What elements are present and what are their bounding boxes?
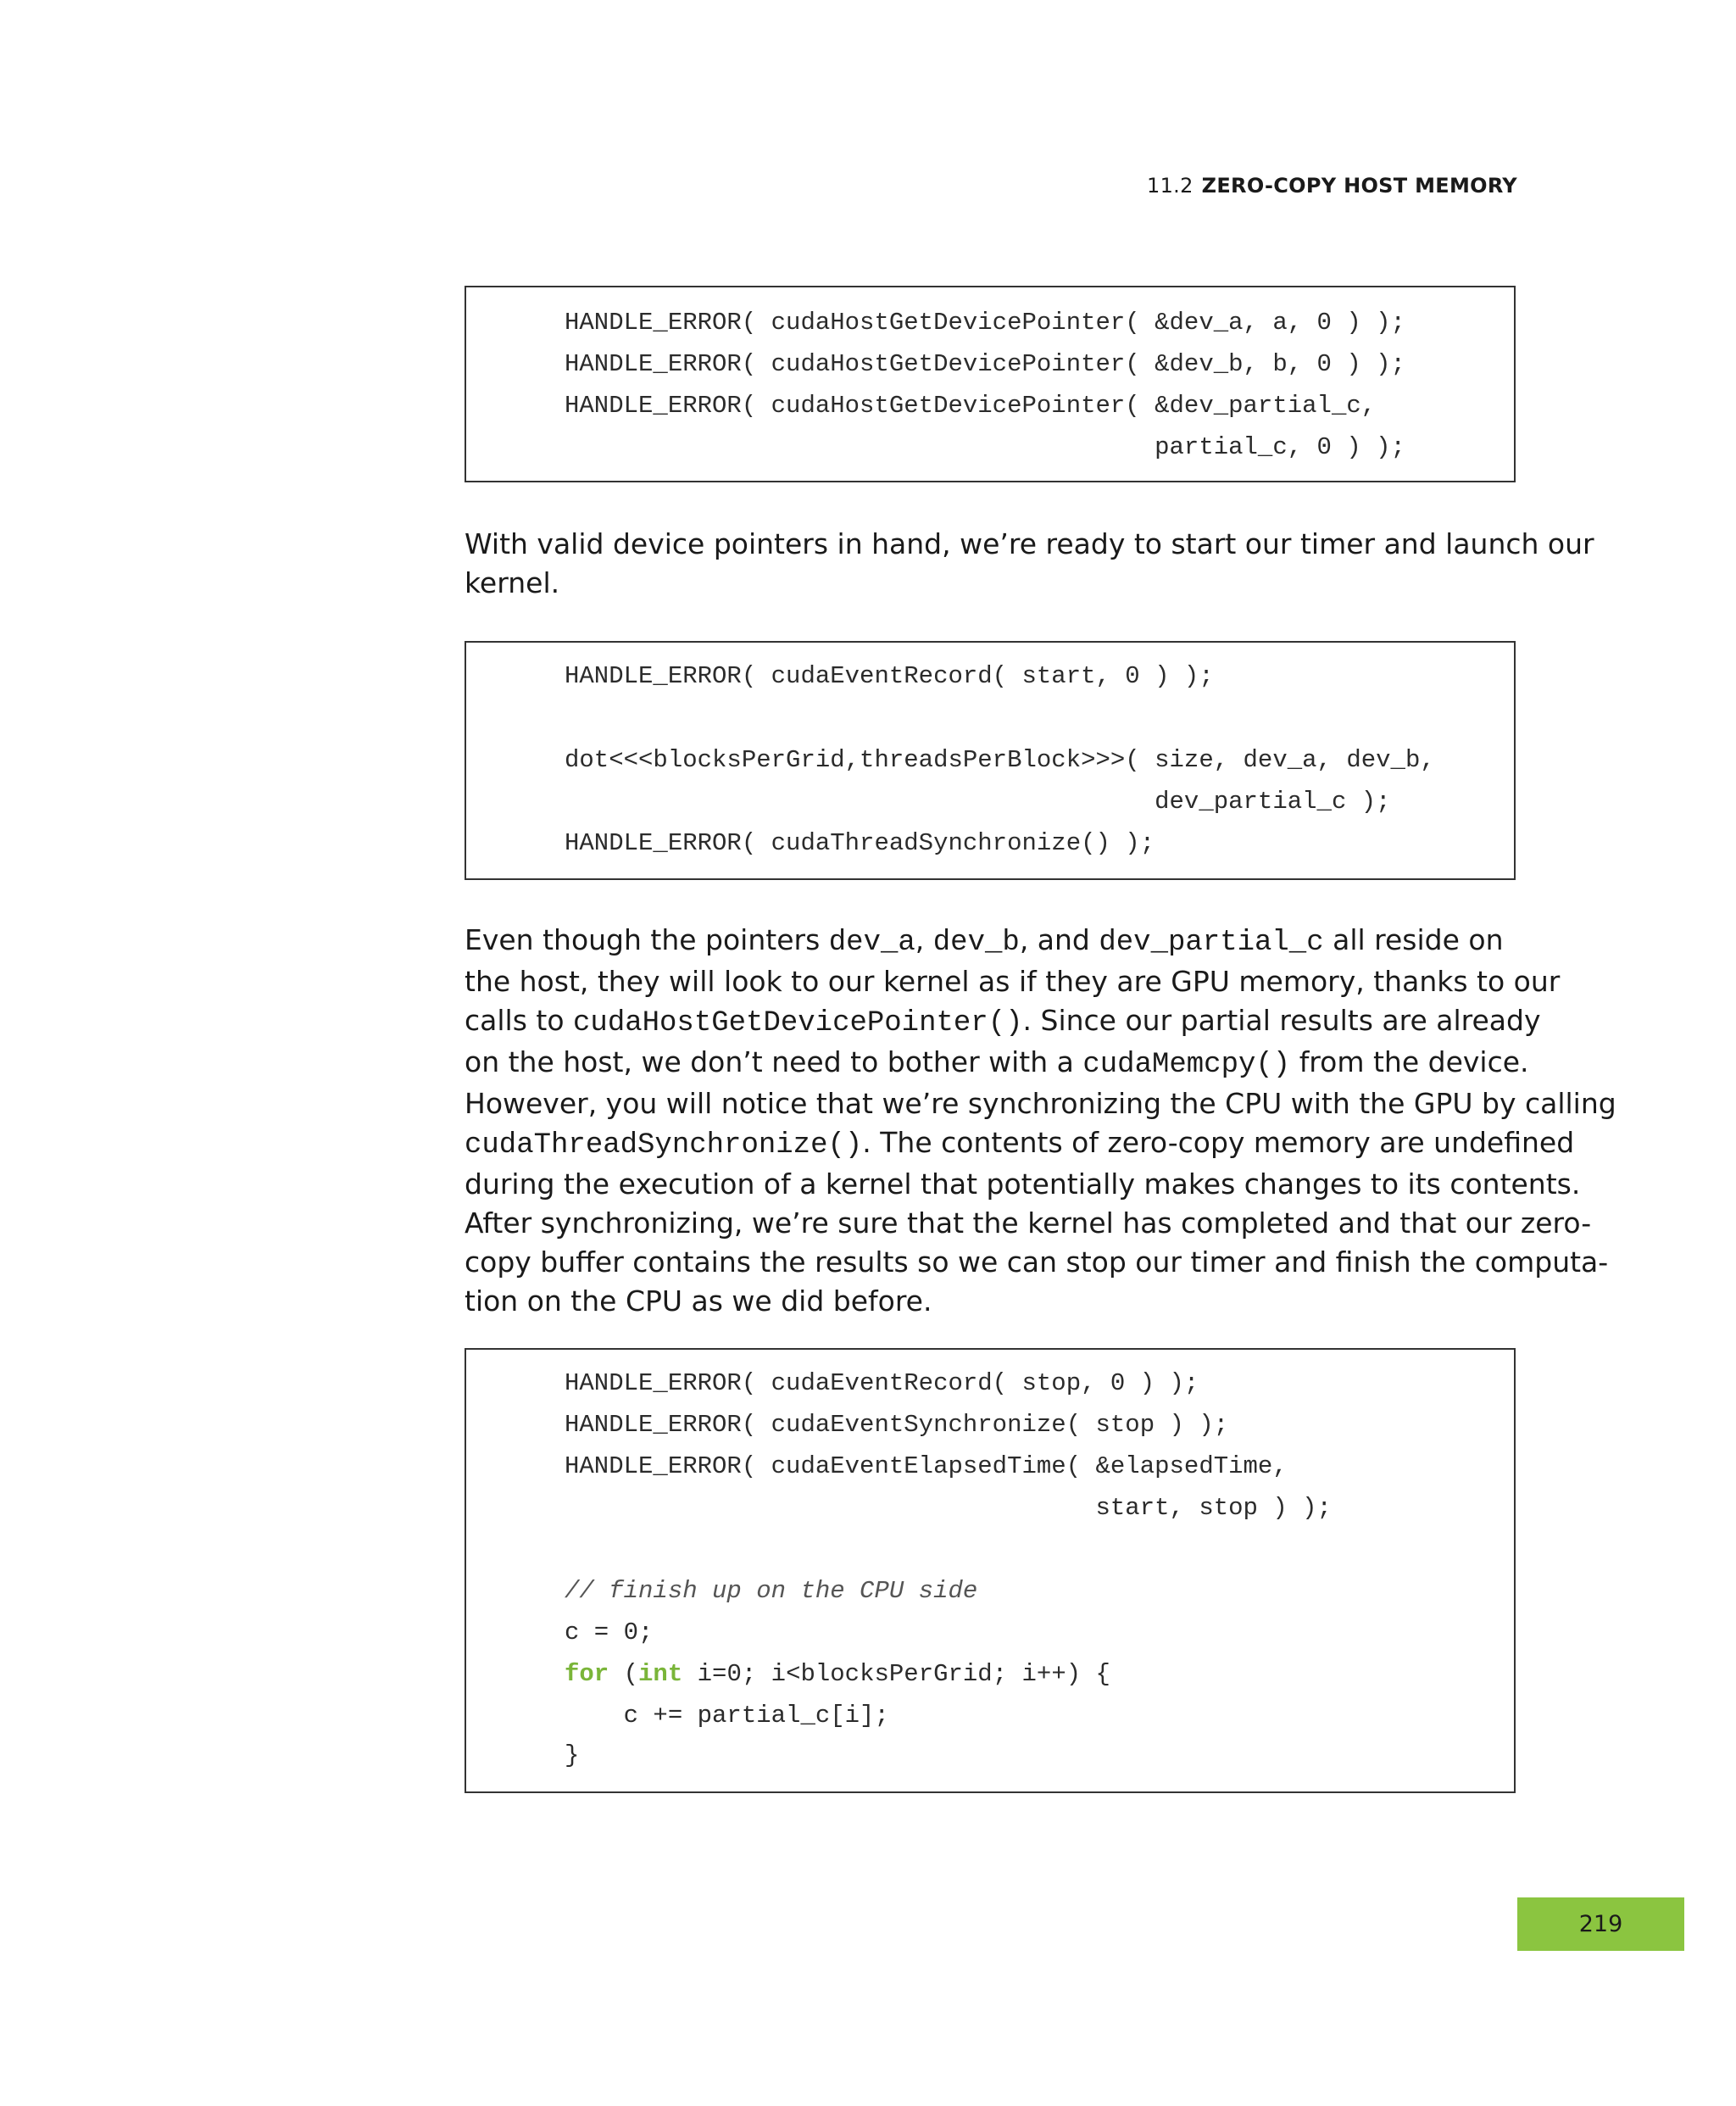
body-paragraph [465, 921, 1616, 1321]
text-run: from the device. [1290, 1045, 1529, 1078]
section-number: 11.2 [1147, 174, 1194, 198]
code-line: HANDLE_ERROR( cudaHostGetDevicePointer( &dev_b, b, 0 ) ); [565, 350, 1405, 378]
code-block-finish [465, 1348, 1516, 1793]
running-head [1147, 174, 1517, 198]
text-run: calls to [465, 1004, 574, 1037]
text-line: However, you will notice that we’re synchronizing the CPU with the GPU by calling [465, 1087, 1616, 1120]
inline-code: dev_a [828, 927, 915, 959]
text-line: With valid device pointers in hand, we’re ready to start our timer and launch our [465, 527, 1594, 560]
text-line [465, 1043, 1529, 1084]
inline-code: cudaHostGetDevicePointer() [573, 1007, 1023, 1039]
code-run: ( [609, 1660, 639, 1688]
text-line: copy buffer contains the results so we can stop our timer and finish the computa- [465, 1245, 1609, 1279]
text-run: Even though the pointers [465, 923, 829, 956]
text-line: during the execution of a kernel that potentially makes changes to its contents. [465, 1167, 1581, 1201]
code-line: HANDLE_ERROR( cudaThreadSynchronize() ); [565, 829, 1155, 857]
body-paragraph [465, 525, 1594, 603]
code-comment: // finish up on the CPU side [565, 1577, 978, 1605]
code-line: dev_partial_c ); [565, 788, 1391, 816]
text-line: tion on the CPU as we did before. [465, 1284, 932, 1318]
text-run: . The contents of zero-copy memory are undefined [862, 1126, 1575, 1159]
code-line: } [565, 1741, 580, 1769]
text-line: After synchronizing, we’re sure that the kernel has completed and that our zero- [465, 1206, 1592, 1240]
code-line: HANDLE_ERROR( cudaHostGetDevicePointer( &dev_a, a, 0 ) ); [565, 309, 1405, 337]
text-line [465, 1123, 1575, 1165]
inline-code: dev_b [932, 927, 1020, 959]
code-line: c = 0; [565, 1618, 654, 1646]
page-number: 219 [1578, 1911, 1623, 1937]
code-line: c += partial_c[i]; [565, 1702, 889, 1730]
code-line: HANDLE_ERROR( cudaEventRecord( stop, 0 ) ); [565, 1369, 1199, 1397]
code-block-device-pointers [465, 286, 1516, 482]
code-line: HANDLE_ERROR( cudaEventRecord( start, 0 ) ); [565, 662, 1214, 690]
code-line: start, stop ) ); [565, 1494, 1332, 1522]
code-line-for-loop [565, 1660, 1110, 1688]
section-title: ZERO-COPY HOST MEMORY [1201, 174, 1517, 198]
text-run: . Since our partial results are already [1022, 1004, 1541, 1037]
inline-code: cudaThreadSynchronize() [465, 1129, 863, 1162]
code-run: i=0; i<blocksPerGrid; i++) { [682, 1660, 1110, 1688]
text-line [465, 1001, 1541, 1043]
text-line: kernel. [465, 566, 560, 599]
keyword-for: for [565, 1660, 609, 1688]
text-run: , and [1019, 923, 1099, 956]
text-line [465, 921, 1520, 962]
text-run: all reside on [1323, 923, 1504, 956]
code-line: HANDLE_ERROR( cudaEventSynchronize( stop ) ); [565, 1411, 1229, 1439]
inline-code: cudaMemcpy() [1082, 1049, 1291, 1081]
code-line: HANDLE_ERROR( cudaEventElapsedTime( &elapsedTime, [565, 1452, 1288, 1480]
page-number-tab [1517, 1897, 1684, 1951]
keyword-int: int [638, 1660, 683, 1688]
text-run: , [915, 923, 933, 956]
code-line: HANDLE_ERROR( cudaHostGetDevicePointer( &dev_partial_c, [565, 392, 1377, 420]
text-run: on the host, we don’t need to bother with a [465, 1045, 1083, 1078]
code-block-kernel-launch [465, 641, 1516, 880]
inline-code: dev_partial_c [1099, 927, 1324, 959]
text-line: the host, they will look to our kernel as if they are GPU memory, thanks to our [465, 965, 1561, 998]
code-line: dot<<<blocksPerGrid,threadsPerBlock>>>( size, dev_a, dev_b, [565, 746, 1435, 774]
code-line: partial_c, 0 ) ); [565, 433, 1405, 461]
